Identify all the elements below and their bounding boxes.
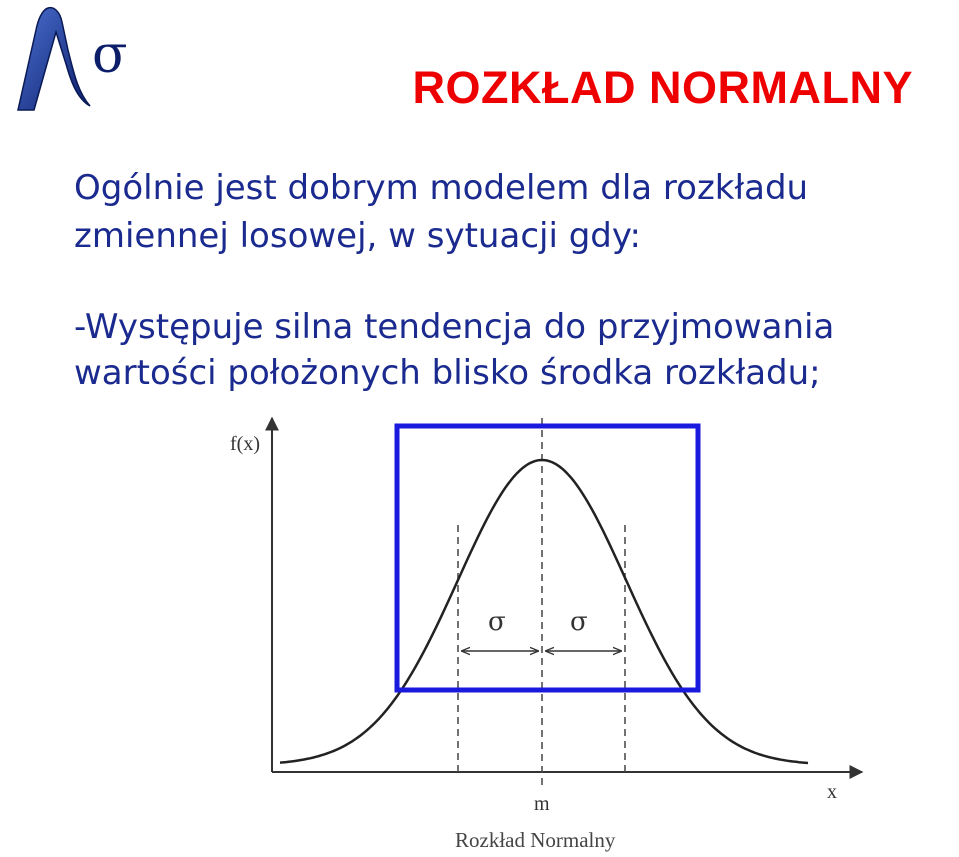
intro-paragraph [74,164,944,260]
bullet-line: -Występuje silna tendencja do przyjmowania [74,307,835,347]
intro-line: zmiennej losowej, w sytuacji gdy: [74,216,641,256]
intro-line: Ogólnie jest dobrym modelem dla rozkładu [74,168,809,208]
sigma-left-label: σ [488,607,506,637]
mean-label: m [534,793,550,815]
x-axis-label: x [827,781,837,803]
page-title: ROZKŁAD NORMALNY [412,62,913,113]
lambda-sigma-logo-icon [8,2,143,114]
normal-distribution-figure [200,410,900,857]
bullet-paragraph [74,304,954,396]
figure-caption: Rozkład Normalny [455,828,616,852]
y-axis-label: f(x) [230,433,260,455]
sigma-right-label: σ [570,607,588,637]
bullet-line: wartości położonych blisko środka rozkładu; [74,353,821,393]
logo-sigma-glyph: σ [92,25,128,85]
bell-curve [280,460,808,763]
